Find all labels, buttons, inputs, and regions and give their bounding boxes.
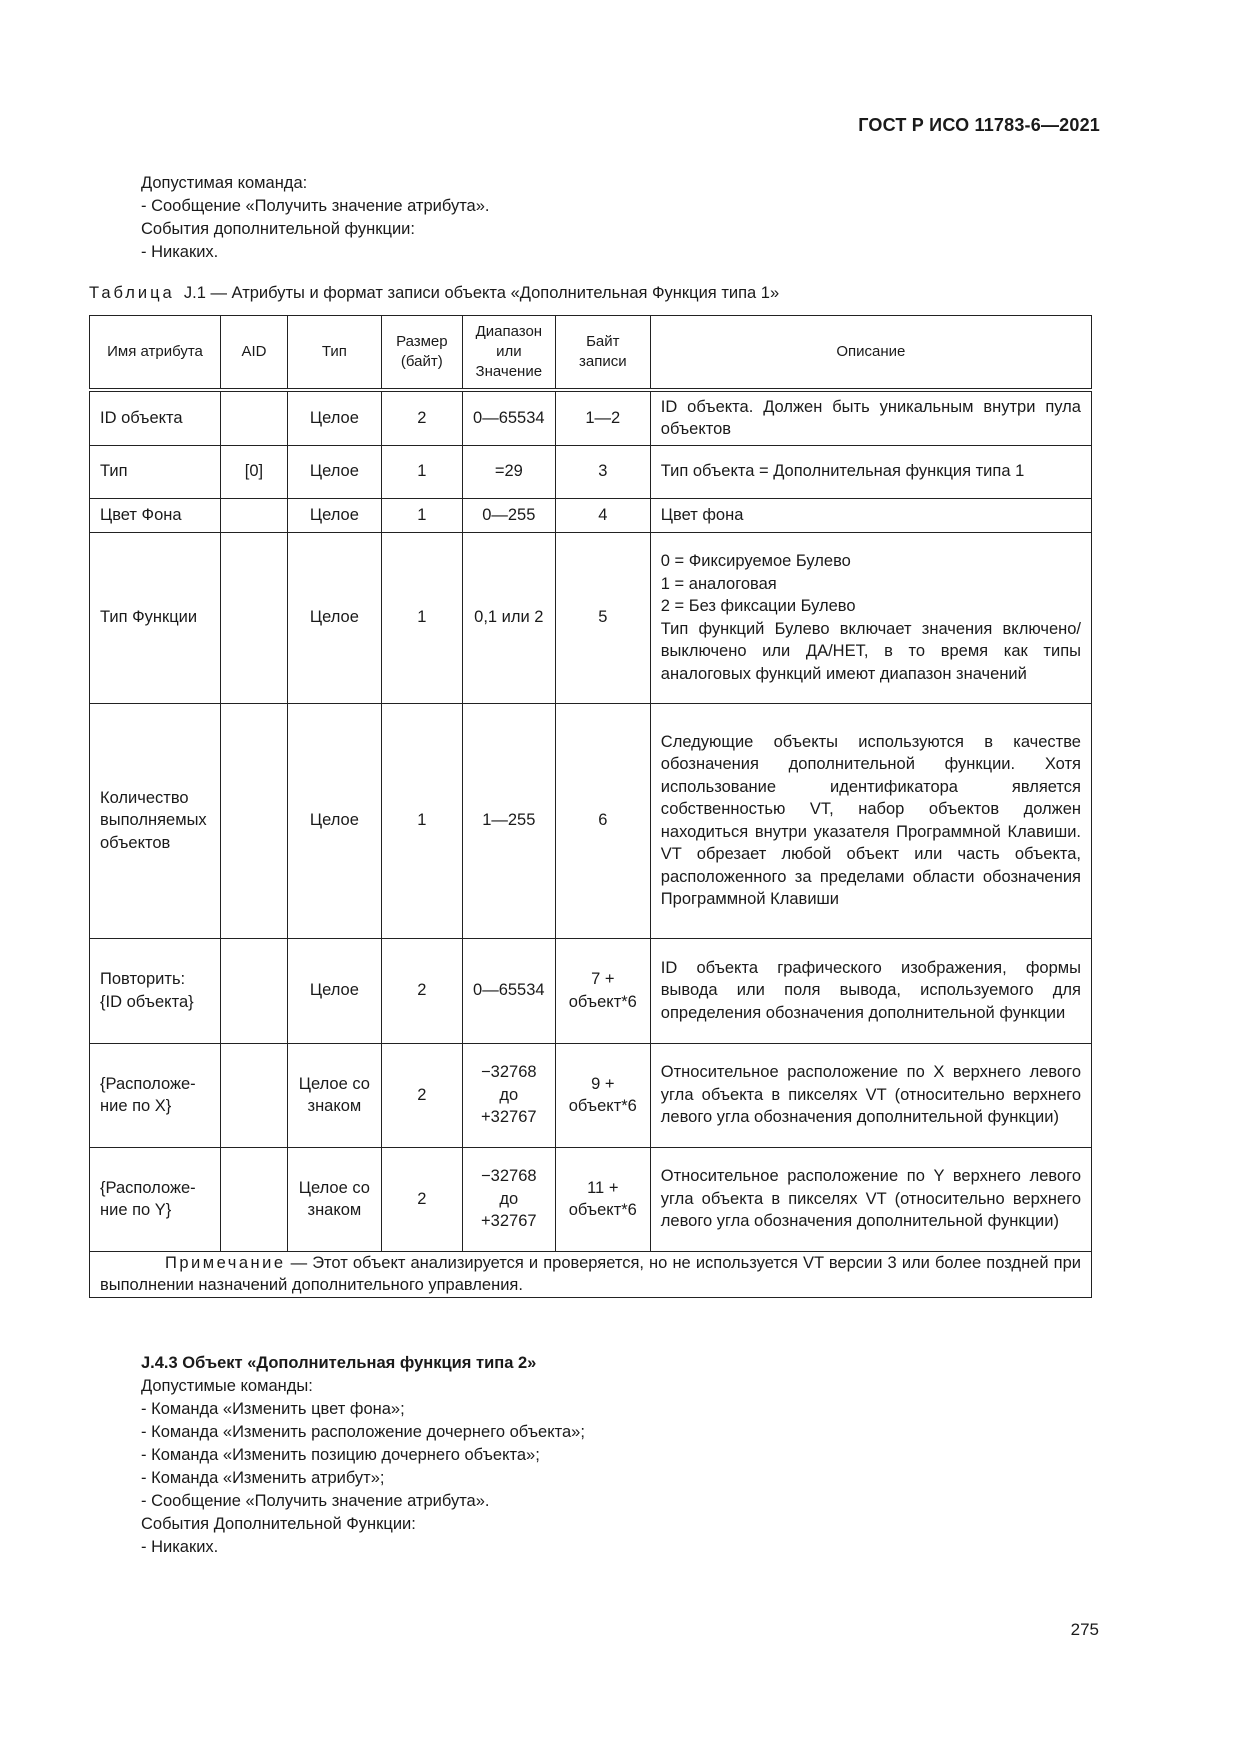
range-line: до xyxy=(499,1189,519,1208)
header-range xyxy=(462,316,555,391)
name-line: Повторить: xyxy=(100,970,186,988)
table-row xyxy=(90,938,1092,1043)
table-row xyxy=(90,390,1092,445)
cell-aid xyxy=(220,703,287,938)
desc-line: 2 = Без фиксации Булево xyxy=(660,597,856,615)
cell-range xyxy=(462,1043,555,1147)
cell-name: Цвет Фона xyxy=(90,498,221,532)
type-line: Целое со xyxy=(298,1074,370,1093)
type-line: Целое со xyxy=(298,1178,370,1197)
intro-line: События дополнительной функции: xyxy=(141,220,415,238)
table-caption-text: J.1 — Атрибуты и формат записи объекта «Дополнительная Функция типа 1» xyxy=(183,284,780,302)
range-line: −32768 xyxy=(481,1063,537,1082)
desc-line: 1 = аналоговая xyxy=(660,574,777,593)
table-note xyxy=(90,1251,1092,1297)
cell-size: 2 xyxy=(381,1147,462,1251)
header-aid: AID xyxy=(220,316,287,391)
cell-name xyxy=(90,938,221,1043)
range-line: +32767 xyxy=(481,1108,537,1127)
desc-line: 0 = Фиксируемое Булево xyxy=(660,552,851,570)
section-line: - Команда «Изменить атрибут»; xyxy=(141,1469,385,1487)
intro-line: - Никаких. xyxy=(141,243,219,261)
cell-byte: 5 xyxy=(555,532,650,703)
cell-size: 1 xyxy=(381,498,462,532)
table-row xyxy=(90,532,1092,703)
name-line: ние по Y} xyxy=(100,1201,172,1219)
cell-name: Тип xyxy=(90,445,221,498)
byte-line: 7 + xyxy=(591,970,615,988)
section-line: - Никаких. xyxy=(141,1538,219,1556)
cell-desc xyxy=(650,390,1091,445)
cell-desc xyxy=(650,938,1091,1043)
desc-line: ID объекта. Должен быть уникальным внутри пула объектов xyxy=(660,397,1081,439)
cell-byte: 4 xyxy=(555,498,650,532)
attributes-table xyxy=(89,315,1092,1298)
desc-line: ID объекта графического изображения, формы вывода или поля вывода, используемого для определения обозначения дополнительной функции xyxy=(660,958,1081,1022)
section-j43 xyxy=(141,1352,585,1559)
name-line: ние по X} xyxy=(100,1097,172,1115)
table-note-row xyxy=(90,1251,1092,1297)
cell-aid: [0] xyxy=(220,445,287,498)
intro-line: Допустимая команда: xyxy=(141,174,308,192)
desc-line: Относительное расположение по X верхнего левого угла объекта в пикселях VT (относительно верхнего левого угла обозначения дополнительной функции) xyxy=(660,1063,1081,1127)
cell-size: 1 xyxy=(381,445,462,498)
table-row xyxy=(90,1147,1092,1251)
cell-desc xyxy=(650,1043,1091,1147)
cell-size: 2 xyxy=(381,390,462,445)
cell-byte: 1—2 xyxy=(555,390,650,445)
cell-aid xyxy=(220,390,287,445)
desc-line: Относительное расположение по Y верхнего левого угла объекта в пикселях VT (относительно верхнего левого угла обозначения дополнительной функции) xyxy=(660,1167,1081,1231)
section-line: События Дополнительной Функции: xyxy=(141,1515,416,1533)
section-line: Допустимые команды: xyxy=(141,1377,313,1395)
cell-size: 2 xyxy=(381,1043,462,1147)
cell-type xyxy=(287,1043,381,1147)
desc-line: Тип объекта = Дополнительная функция типа 1 xyxy=(660,462,1025,481)
cell-type xyxy=(287,1147,381,1251)
intro-paragraph xyxy=(141,172,490,264)
table-header-row xyxy=(90,316,1092,391)
note-text: — Этот объект анализируется и проверяется, но не используется VT версии 3 или более поздней при выполнении назначений дополнительного управления. xyxy=(100,1253,1081,1294)
header-range-line: или xyxy=(496,343,522,360)
cell-range: 0—255 xyxy=(462,498,555,532)
cell-byte: 3 xyxy=(555,445,650,498)
header-byte-line: Байт xyxy=(586,333,620,350)
cell-range: 0—65534 xyxy=(462,390,555,445)
cell-range: 0—65534 xyxy=(462,938,555,1043)
header-range-line: Значение xyxy=(475,363,543,380)
cell-range: 0,1 или 2 xyxy=(462,532,555,703)
header-byte-line: записи xyxy=(578,353,627,370)
cell-desc xyxy=(650,532,1091,703)
table-caption-label: Таблица xyxy=(89,284,175,302)
cell-size: 2 xyxy=(381,938,462,1043)
section-line: - Команда «Изменить позицию дочернего объекта»; xyxy=(141,1446,540,1464)
name-line: {Расположе- xyxy=(100,1074,196,1093)
cell-aid xyxy=(220,1147,287,1251)
byte-line: объект*6 xyxy=(568,992,637,1011)
cell-byte xyxy=(555,938,650,1043)
cell-desc xyxy=(650,498,1091,532)
header-desc: Описание xyxy=(650,316,1091,391)
cell-byte xyxy=(555,1043,650,1147)
cell-byte xyxy=(555,1147,650,1251)
cell-aid xyxy=(220,938,287,1043)
page-number: 275 xyxy=(1070,1620,1099,1639)
header-name: Имя атрибута xyxy=(90,316,221,391)
table-row xyxy=(90,1043,1092,1147)
section-line: - Команда «Изменить расположение дочернего объекта»; xyxy=(141,1423,585,1441)
header-range-line: Диапазон xyxy=(475,323,543,340)
desc-line: Следующие объекты используются в качестве обозначения дополнительной функции. Хотя использование идентификатора является собственностью VT, набор объектов должен находиться внутри указателя Программной Клавиши. VT обрезает любой объект или часть объекта, расположенного за пределами области обозначения Программной Клавиши xyxy=(660,732,1081,908)
range-line: −32768 xyxy=(481,1167,537,1186)
cell-type: Целое xyxy=(287,498,381,532)
document-header: ГОСТ Р ИСО 11783-6—2021 xyxy=(858,115,1100,135)
range-line: +32767 xyxy=(481,1212,537,1231)
cell-desc xyxy=(650,703,1091,938)
cell-aid xyxy=(220,1043,287,1147)
table-row xyxy=(90,445,1092,498)
cell-type: Целое xyxy=(287,532,381,703)
table-row xyxy=(90,498,1092,532)
header-byte xyxy=(555,316,650,391)
intro-line: - Сообщение «Получить значение атрибута». xyxy=(141,197,490,215)
cell-range xyxy=(462,1147,555,1251)
cell-type: Целое xyxy=(287,703,381,938)
cell-name xyxy=(90,1043,221,1147)
section-line: - Команда «Изменить цвет фона»; xyxy=(141,1400,405,1418)
cell-range: 1—255 xyxy=(462,703,555,938)
cell-name: Количество выполняемых объектов xyxy=(90,703,221,938)
desc-line: Тип функций Булево включает значения включено/выключено или ДА/НЕТ, в то время как типы аналоговых функций имеют диапазон значений xyxy=(660,619,1081,683)
name-line: {ID объекта} xyxy=(100,992,194,1011)
note-label: Примечание xyxy=(165,1253,286,1272)
cell-size: 1 xyxy=(381,532,462,703)
desc-line: Цвет фона xyxy=(660,505,744,524)
cell-byte: 6 xyxy=(555,703,650,938)
cell-name: Тип Функции xyxy=(90,532,221,703)
cell-type: Целое xyxy=(287,445,381,498)
cell-aid xyxy=(220,498,287,532)
header-size-line: (байт) xyxy=(400,353,443,370)
cell-name: ID объекта xyxy=(90,390,221,445)
header-type: Тип xyxy=(287,316,381,391)
cell-range: =29 xyxy=(462,445,555,498)
cell-desc xyxy=(650,1147,1091,1251)
range-line: до xyxy=(499,1085,519,1104)
cell-size: 1 xyxy=(381,703,462,938)
byte-line: объект*6 xyxy=(568,1097,637,1115)
type-line: знаком xyxy=(307,1201,362,1219)
name-line: {Расположе- xyxy=(100,1178,196,1197)
header-size xyxy=(381,316,462,391)
cell-name xyxy=(90,1147,221,1251)
table-caption xyxy=(89,284,779,303)
byte-line: 9 + xyxy=(591,1074,615,1093)
type-line: знаком xyxy=(307,1097,362,1115)
cell-aid xyxy=(220,532,287,703)
section-line: - Сообщение «Получить значение атрибута». xyxy=(141,1492,490,1510)
cell-type: Целое xyxy=(287,938,381,1043)
section-title: J.4.3 Объект «Дополнительная функция типа 2» xyxy=(141,1354,537,1372)
cell-type: Целое xyxy=(287,390,381,445)
header-size-line: Размер xyxy=(396,333,448,350)
byte-line: 11 + xyxy=(587,1178,619,1197)
cell-desc xyxy=(650,445,1091,498)
table-row xyxy=(90,703,1092,938)
byte-line: объект*6 xyxy=(568,1201,637,1219)
